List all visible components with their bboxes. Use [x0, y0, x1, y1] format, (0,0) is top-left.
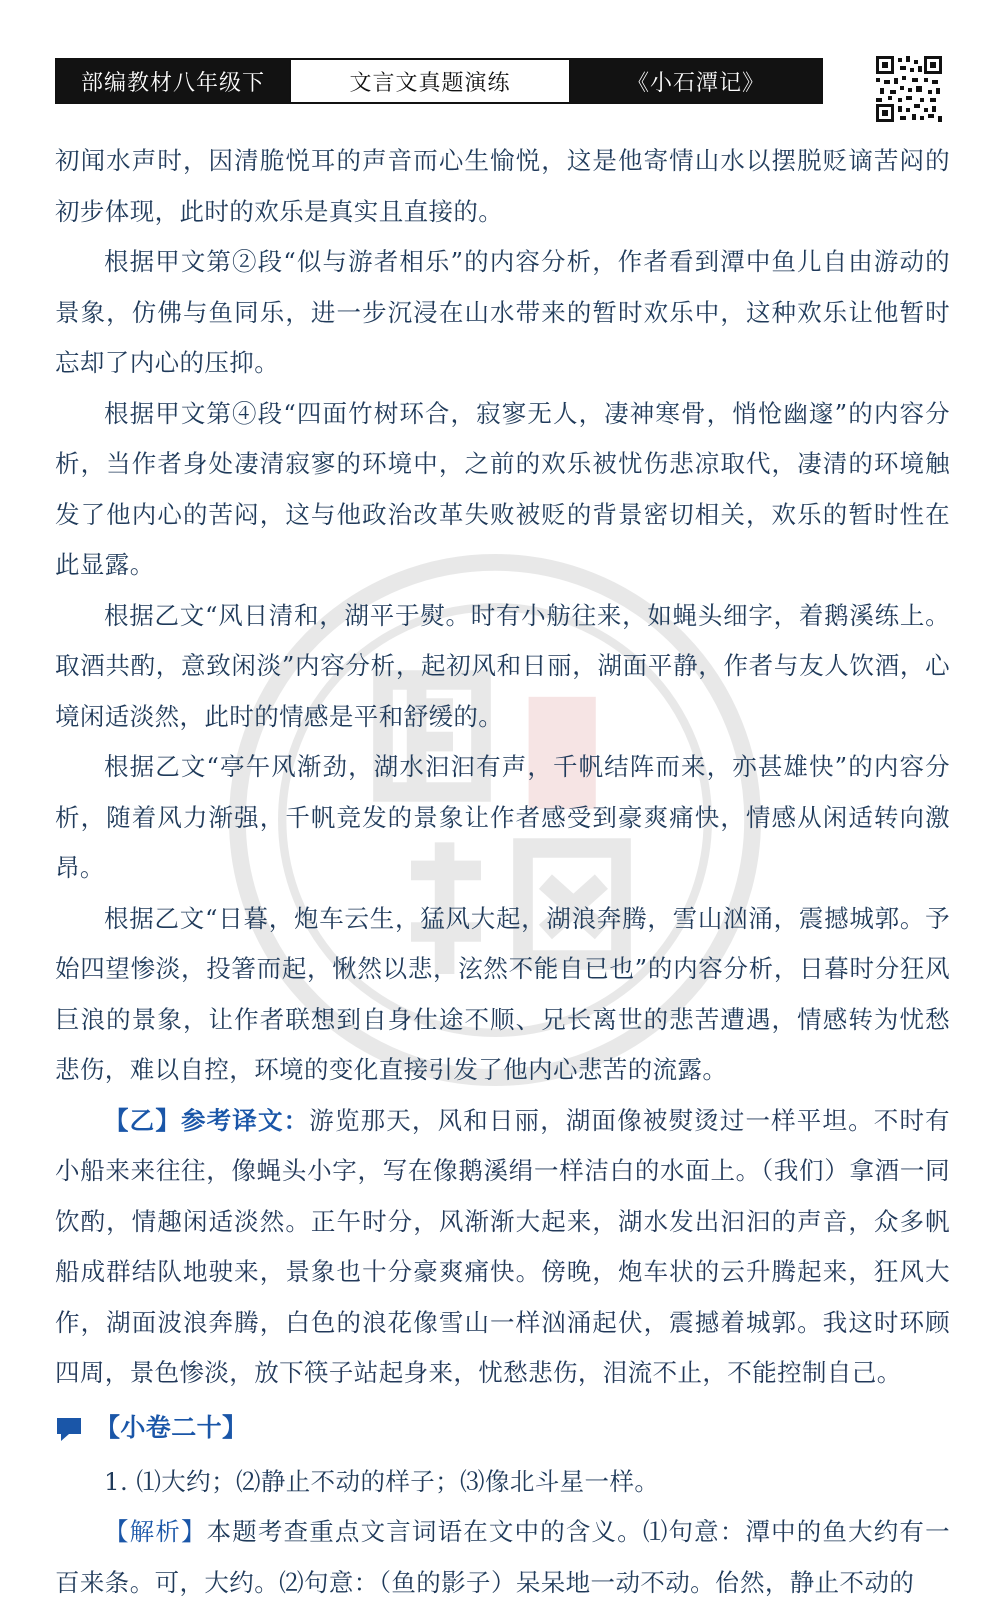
paragraph-3: 根据甲文第④段“四面竹树环合，寂寥无人，凄神寒骨，悄怆幽邃”的内容分析，当作者身处凄清寂寥的环境中，之前的欢乐被忧伤悲凉取代，凄清的环境触发了他内心的苦闷，这与他政治改革失败被贬的背景密切相关，欢乐的暂时性在此显露。 [55, 398, 950, 579]
header-lesson: 《小石潭记》 [571, 60, 821, 102]
paragraph-2: 根据甲文第②段“似与游者相乐”的内容分析，作者看到潭中鱼儿自由游动的景象，仿佛与鱼同乐，进一步沉浸在山水带来的暂时欢乐中，这种欢乐让他暂时忘却了内心的压抑。 [55, 247, 950, 377]
section-heading [55, 1401, 950, 1457]
analysis-paragraph [55, 1507, 950, 1608]
translation-text: 游览那天，风和日丽，湖面像被熨烫过一样平坦。不时有小船来来往往，像蝇头小字，写在像鹅溪绢一样洁白的水面上。（我们）拿酒一同饮酌，情趣闲适淡然。正午时分，风渐渐大起来，湖水发出汩汩的声音，众多帆船成群结队地驶来，景象也十分豪爽痛快。傍晚，炮车状的云升腾起来，狂风大作，湖面波浪奔腾，白色的浪花像雪山一样汹涌起伏，震撼着城郭。我这时环顾四周，景色惨淡，放下筷子站起身来，忧愁悲伤，泪流不止，不能控制自己。 [55, 1105, 951, 1387]
bookmark-flag-icon [55, 1416, 83, 1442]
translation-paragraph [55, 1096, 950, 1399]
qr-code-icon[interactable] [876, 56, 942, 122]
translation-tag: 【乙】参考译文： [104, 1105, 310, 1135]
answer-line: 1. ⑴大约；⑵静止不动的样子；⑶像北斗星一样。 [104, 1466, 660, 1496]
paragraph-6: 根据乙文“日暮，炮车云生，猛风大起，湖浪奔腾，雪山汹涌，震撼城郭。予始四望惨淡，投箸而起，愀然以悲，泫然不能自已也”的内容分析，日暮时分狂风巨浪的景象，让作者联想到自身仕途不顺、兄长离世的悲苦遭遇，情感转为忧愁悲伤，难以自控，环境的变化直接引发了他内心悲苦的流露。 [55, 903, 950, 1084]
paragraph-1: 初闻水声时，因清脆悦耳的声音而心生愉悦，这是他寄情山水以摆脱贬谪苦闷的初步体现，此时的欢乐是真实且直接的。 [55, 146, 950, 226]
paragraph-4: 根据乙文“风日清和，湖平于熨。时有小舫往来，如蝇头细字，着鹅溪练上。取酒共酌，意致闲淡”内容分析，起初风和日丽，湖面平静，作者与友人饮酒，心境闲适淡然，此时的情感是平和舒缓的。 [55, 600, 950, 731]
document-body [55, 136, 950, 1608]
analysis-tag: 【解析】 [104, 1517, 207, 1546]
header-textbook: 部编教材八年级下 [57, 60, 289, 102]
section-title: 【小卷二十】 [95, 1413, 248, 1443]
header-section: 文言文真题演练 [289, 60, 571, 102]
page-header [55, 58, 823, 104]
paragraph-5: 根据乙文“亭午风渐劲，湖水汩汩有声，千帆结阵而来，亦甚雄快”的内容分析，随着风力渐强，千帆竞发的景象让作者感受到豪爽痛快，情感从闲适转向激昂。 [55, 752, 950, 882]
analysis-text: 本题考查重点文言词语在文中的含义。⑴句意：潭中的鱼大约有一百来条。可，大约。⑵句意：（鱼的影子）呆呆地一动不动。佁然，静止不动的 [55, 1517, 950, 1597]
